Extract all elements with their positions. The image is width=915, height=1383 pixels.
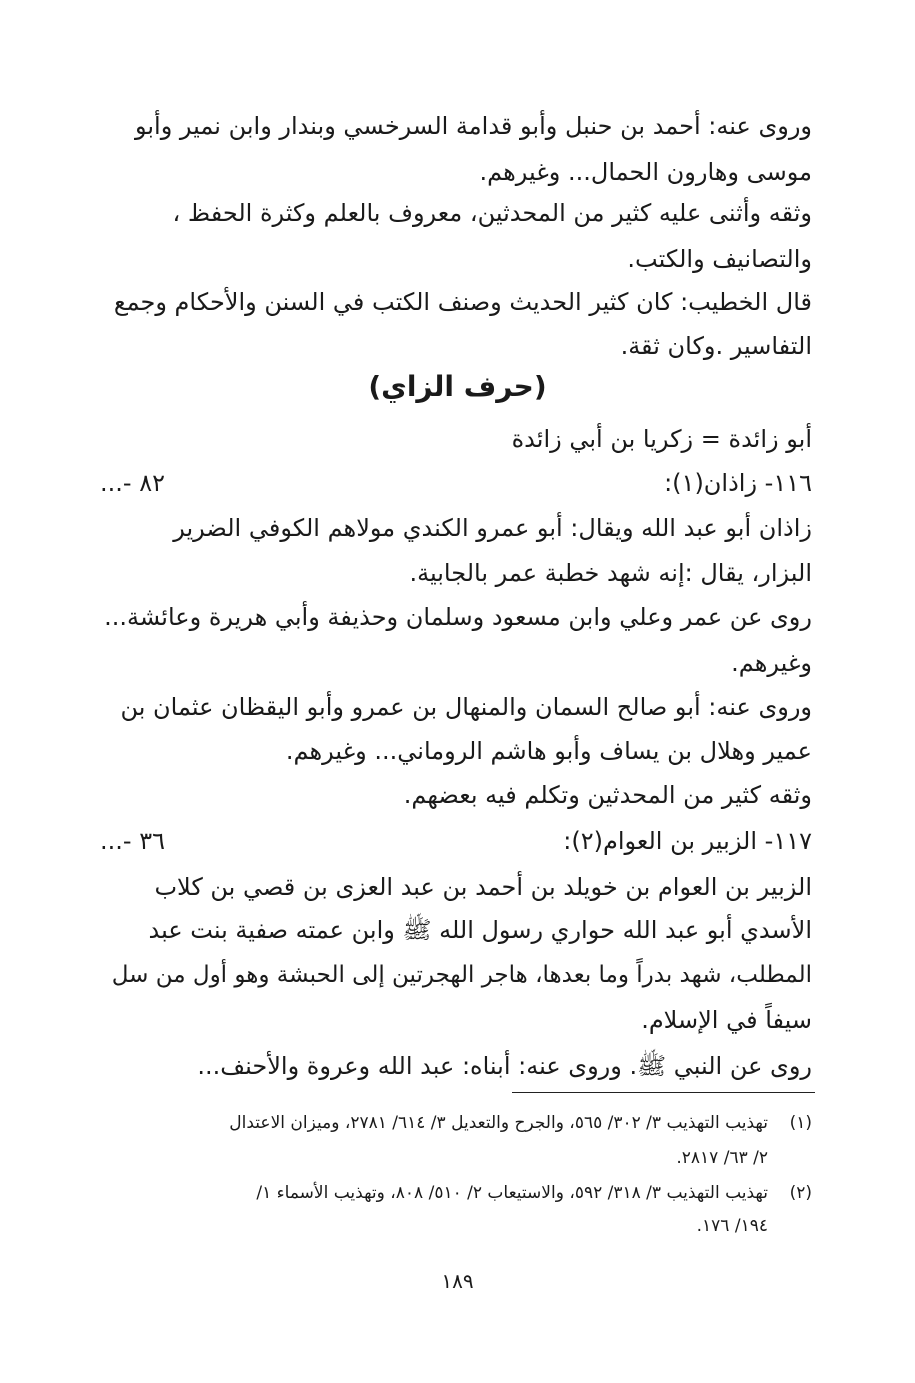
entry-header — [100, 465, 812, 501]
page-number: ١٨٩ — [441, 1269, 474, 1293]
body-line: موسى وهارون الحمال... وغيرهم. — [479, 158, 812, 186]
body-line: التفاسير .وكان ثقة. — [620, 332, 812, 360]
entry-line: روى عن النبي ﷺ. وروى عنه: أبناه: عبد الله وعروة والأحنف... — [197, 1052, 812, 1080]
footnote-number: (٢) — [789, 1183, 812, 1203]
body-line: قال الخطيب: كان كثير الحديث وصنف الكتب في السنن والأحكام وجمع — [113, 288, 812, 316]
cross-reference: أبو زائدة = زكريا بن أبي زائدة — [511, 425, 812, 453]
footnote-text: تهذيب التهذيب ٣/ ٣٠٢/ ٥٦٥، والجرح والتعديل ٣/ ٦١٤/ ٢٧٨١، وميزان الاعتدال — [229, 1113, 768, 1133]
body-line: وثقه وأثنى عليه كثير من المحدثين، معروف بالعلم وكثرة الحفظ ، — [172, 199, 812, 227]
entry-line: الأسدي أبو عبد الله حواري رسول الله ﷺ وابن عمته صفية بنت عبد — [148, 916, 812, 944]
footnote-text: تهذيب التهذيب ٣/ ٣١٨/ ٥٩٢، والاستيعاب ٢/ ٥١٠/ ٨٠٨، وتهذيب الأسماء ١/ — [256, 1183, 768, 1203]
body-line: وروى عنه: أحمد بن حنبل وأبو قدامة السرخسي وبندار وابن نمير وأبو — [134, 112, 812, 140]
entry-dates: ...- ٨٢ — [100, 469, 165, 497]
entry-line: روى عن عمر وعلي وابن مسعود وسلمان وحذيفة وأبي هريرة وعائشة... — [104, 603, 812, 631]
entry-line: المطلب، شهد بدراً وما بعدها، هاجر الهجرتين إلى الحبشة وهو أول من سل — [111, 962, 812, 988]
entry-line: زاذان أبو عبد الله ويقال: أبو عمرو الكندي مولاهم الكوفي الضرير — [173, 514, 812, 542]
footnote — [100, 1177, 812, 1209]
footnote — [100, 1107, 812, 1139]
entry-line: وروى عنه: أبو صالح السمان والمنهال بن عمرو وأبو اليقظان عثمان بن — [120, 693, 812, 721]
body-line: والتصانيف والكتب. — [627, 245, 812, 273]
footnote-number: (١) — [789, 1113, 812, 1133]
entry-line: وثقه كثير من المحدثين وتكلم فيه بعضهم. — [403, 781, 812, 809]
entry-title: ١١٧- الزبير بن العوام(٢): — [563, 827, 812, 855]
entry-line: وغيرهم. — [731, 649, 812, 677]
entry-line: الزبير بن العوام بن خويلد بن أحمد بن عبد العزى بن قصي بن كلاب — [154, 873, 812, 901]
entry-line: سيفاً في الإسلام. — [641, 1006, 812, 1034]
section-heading: (حرف الزاي) — [368, 370, 547, 403]
entry-line: عمير وهلال بن يساف وأبو هاشم الروماني... وغيرهم. — [285, 737, 812, 765]
footnote-continuation: ١٩٤/ ١٧٦. — [696, 1216, 768, 1236]
footnote-divider — [512, 1092, 815, 1093]
entry-dates: ...- ٣٦ — [100, 827, 165, 855]
footnote-continuation: ٢/ ٦٣/ ٢٨١٧. — [676, 1148, 768, 1168]
entry-line: البزار، يقال :إنه شهد خطبة عمر بالجابية. — [409, 559, 812, 587]
entry-header — [100, 823, 812, 859]
entry-title: ١١٦- زاذان(١): — [664, 469, 812, 497]
